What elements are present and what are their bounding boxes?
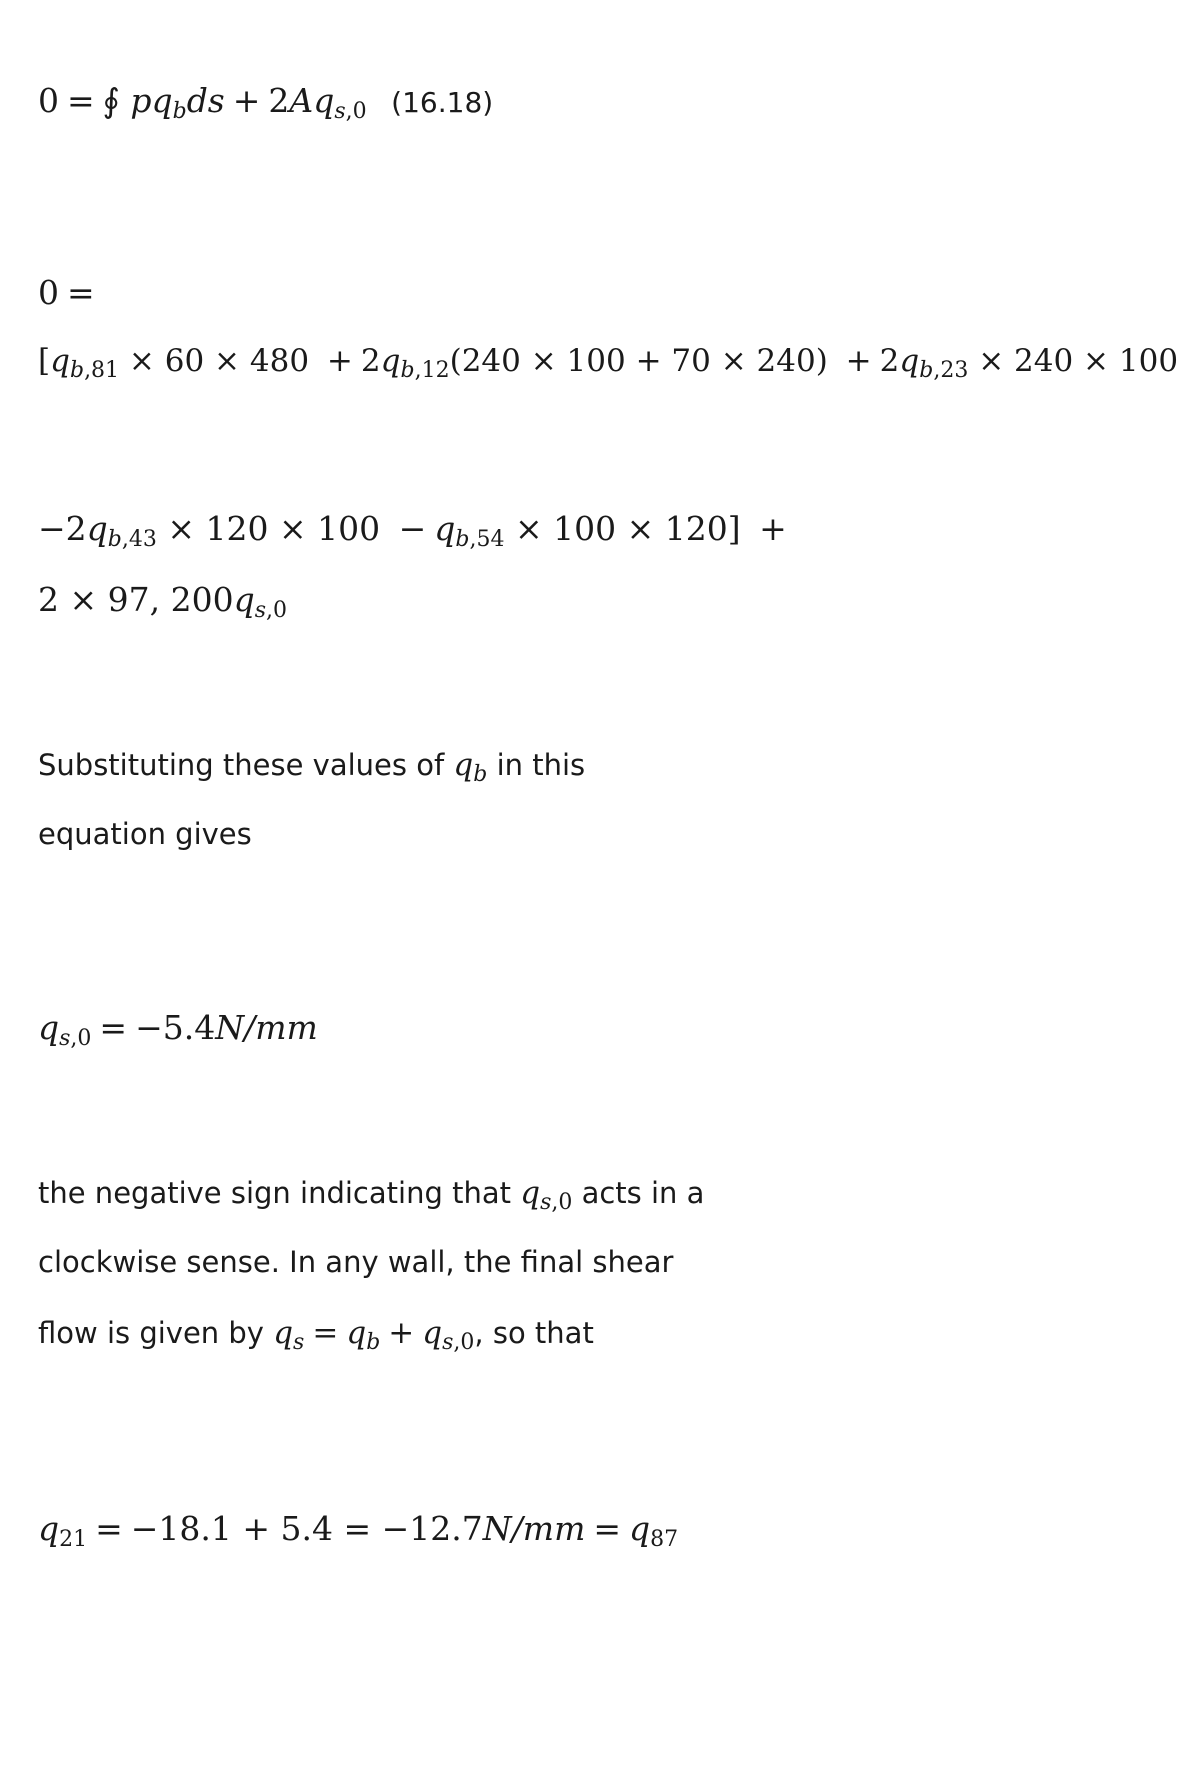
text-fragment: flow is given by: [38, 1316, 264, 1350]
text-fragment: acts in a: [581, 1176, 705, 1210]
term-240-100: × 240 × 100: [978, 343, 1178, 379]
text-fragment: in this: [496, 748, 586, 782]
equation-zero-equals: 0 =: [38, 273, 95, 312]
unit: N/mm: [215, 1008, 318, 1047]
paragraph-2-line-3: flow is given by $q_s = q_b + q_{s,0}$, so that: [38, 1315, 594, 1355]
text-fragment: , so that: [474, 1316, 594, 1350]
equation-bracket-line-2: $-2q_{b,43} \times 120 \times 100 - q_{b,54} \times 100 \times 120$] +: [38, 509, 787, 552]
equation-q21-result: $q_{21} = -18.1 + 5.4 = -12.7N/mm = q_{87}$: [38, 1509, 679, 1552]
paragraph-1-line-1: Substituting these values of $q_b$ in this: [38, 747, 586, 787]
paragraph-1-line-2: equation gives: [38, 817, 252, 851]
term-120-100: × 120 × 100: [167, 509, 381, 548]
equation-bracket-line-1: [$q_{b,81} \times 60 \times 480 + 2q_{b,12}(240 \times 100 + 70 \times 240) + 2q_{b,23} \times 240 \times 100$: [38, 343, 1178, 383]
paragraph-2-line-2: clockwise sense. In any wall, the final shear: [38, 1245, 674, 1279]
term-2-97200: 2 × 97, 200: [38, 580, 234, 619]
q21-value: −18.1 + 5.4 = −12.7: [130, 1509, 483, 1548]
term-60-480: × 60 × 480: [128, 343, 310, 379]
qs0-value: −5.4: [135, 1008, 216, 1047]
equation-area-term: 2 × 97, $200q_{s,0}$: [38, 580, 288, 623]
text-fragment: Substituting these values of: [38, 748, 445, 782]
equation-qs0-result: $q_{s,0} = -5.4N/mm$: [38, 1008, 318, 1051]
equation-number: (16.18): [391, 86, 494, 119]
term-100-120: × 100 × 120]: [515, 509, 741, 548]
unit: N/mm: [482, 1509, 586, 1548]
text-fragment: the negative sign indicating that: [38, 1176, 511, 1210]
equation-16-18: 0 = ∮ $pq_bds + 2Aq_{s,0}$ (16.18): [38, 81, 494, 124]
term-paren: (240 × 100 + 70 × 240): [449, 343, 828, 379]
paragraph-2-line-1: the negative sign indicating that $q_{s,0}$ acts in a: [38, 1175, 705, 1215]
